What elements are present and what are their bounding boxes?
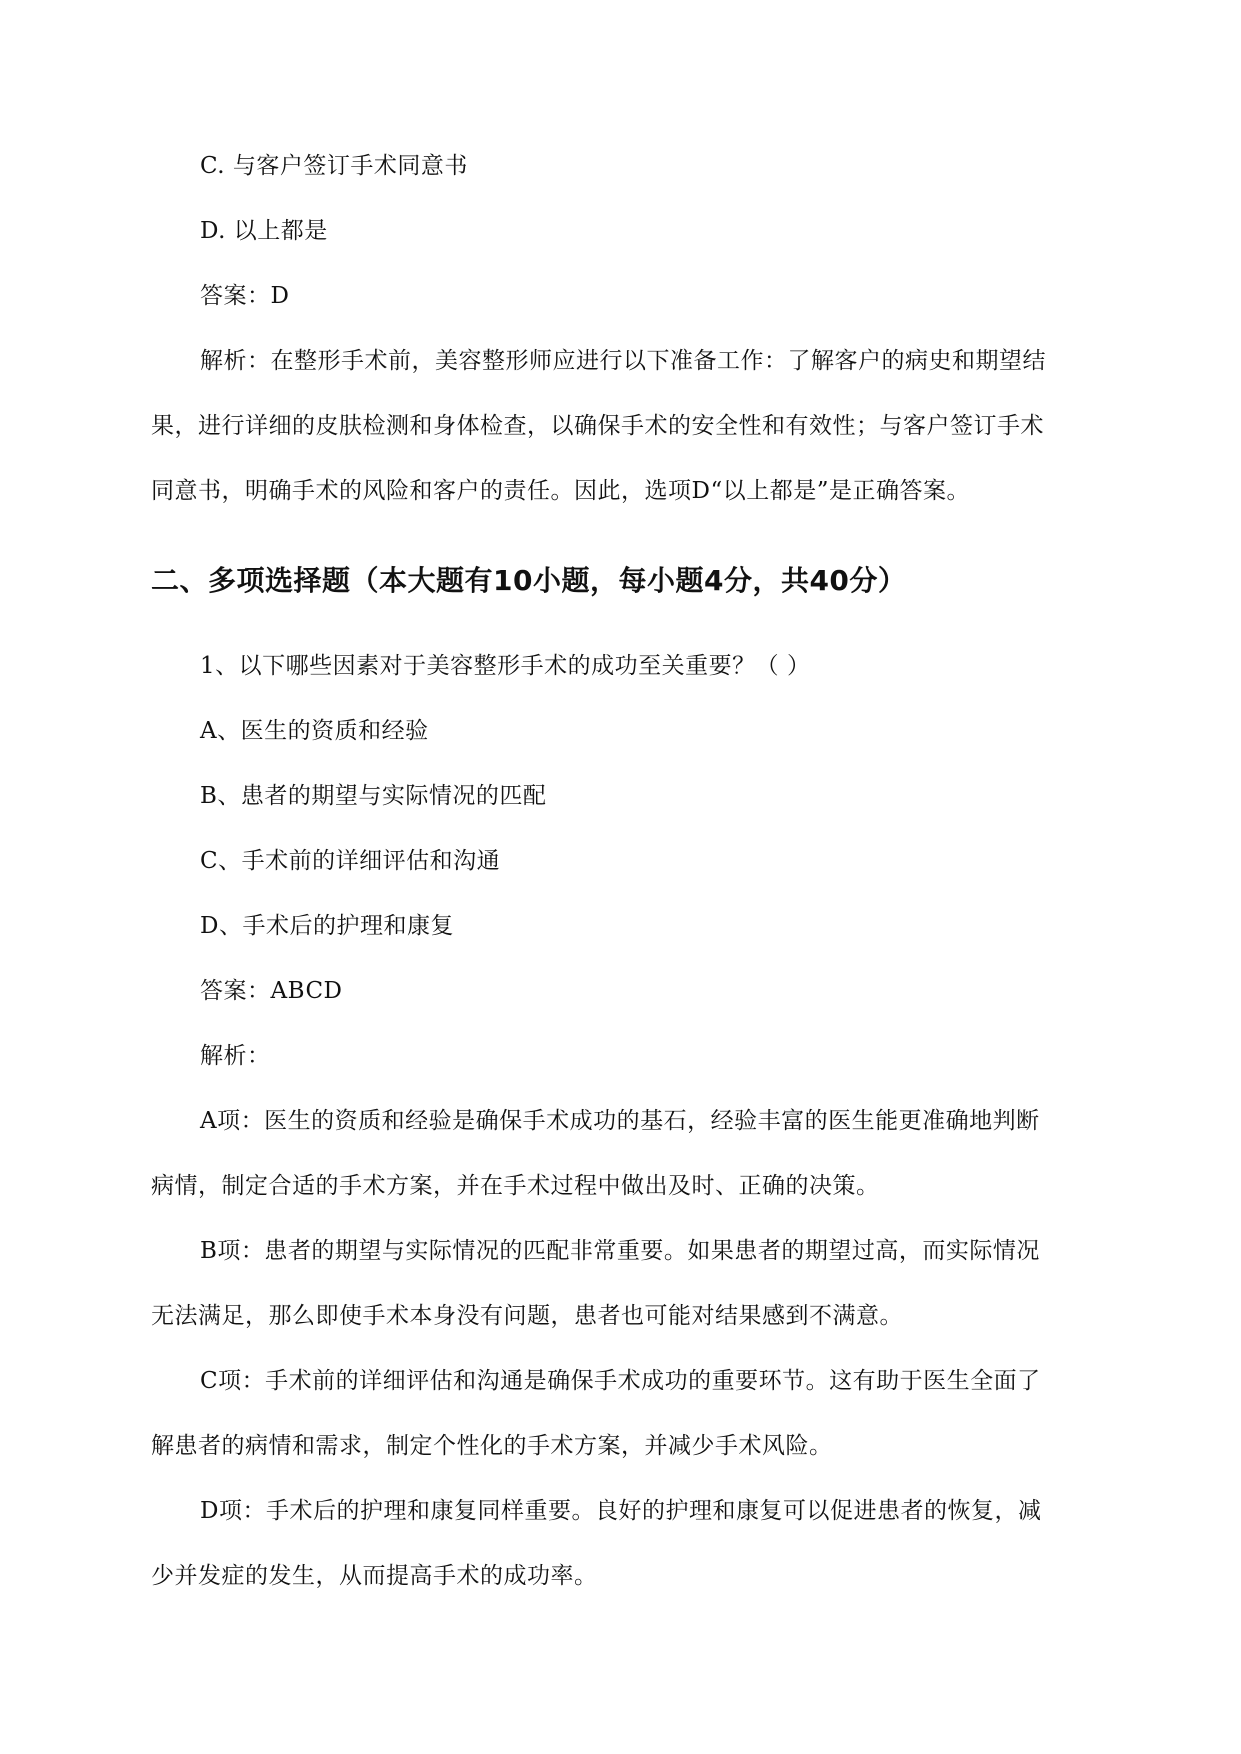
question-stem: 1、以下哪些因素对于美容整形手术的成功至关重要？（ ） — [200, 653, 811, 679]
option-c: C、手术前的详细评估和沟通 — [200, 848, 501, 874]
option-a: A、医生的资质和经验 — [200, 718, 429, 744]
analysis-b-line-2: 无法满足，那么即使手术本身没有问题，患者也可能对结果感到不满意。 — [151, 1303, 903, 1329]
option-d-text: D. 以上都是 — [200, 218, 328, 244]
analysis-line-3: 同意书，明确手术的风险和客户的责任。因此，选项D“以上都是”是正确答案。 — [151, 478, 970, 504]
section-heading: 二、多项选择题（本大题有10小题，每小题4分，共40分） — [151, 564, 907, 597]
analysis-a-line-1: A项：医生的资质和经验是确保手术成功的基石，经验丰富的医生能更准确地判断 — [200, 1108, 1040, 1134]
answer-text: 答案：D — [200, 283, 290, 309]
analysis-line-2: 果，进行详细的皮肤检测和身体检查，以确保手术的安全性和有效性；与客户签订手术 — [151, 413, 1044, 439]
analysis-a-line-2: 病情，制定合适的手术方案，并在手术过程中做出及时、正确的决策。 — [151, 1173, 880, 1199]
answer: 答案：ABCD — [200, 978, 343, 1004]
option-d: D、手术后的护理和康复 — [200, 913, 454, 939]
option-b: B、患者的期望与实际情况的匹配 — [200, 783, 547, 809]
analysis-b-line-1: B项：患者的期望与实际情况的匹配非常重要。如果患者的期望过高，而实际情况 — [200, 1238, 1040, 1264]
analysis-line-1: 解析：在整形手术前，美容整形师应进行以下准备工作：了解客户的病史和期望结 — [200, 348, 1046, 374]
analysis-c-line-1: C项：手术前的详细评估和沟通是确保手术成功的重要环节。这有助于医生全面了 — [200, 1368, 1041, 1394]
analysis-d-line-1: D项：手术后的护理和康复同样重要。良好的护理和康复可以促进患者的恢复，减 — [200, 1498, 1042, 1524]
option-c-text: C. 与客户签订手术同意书 — [200, 153, 468, 179]
analysis-label: 解析： — [200, 1043, 271, 1069]
analysis-c-line-2: 解患者的病情和需求，制定个性化的手术方案，并减少手术风险。 — [151, 1433, 833, 1459]
analysis-d-line-2: 少并发症的发生，从而提高手术的成功率。 — [151, 1563, 598, 1589]
